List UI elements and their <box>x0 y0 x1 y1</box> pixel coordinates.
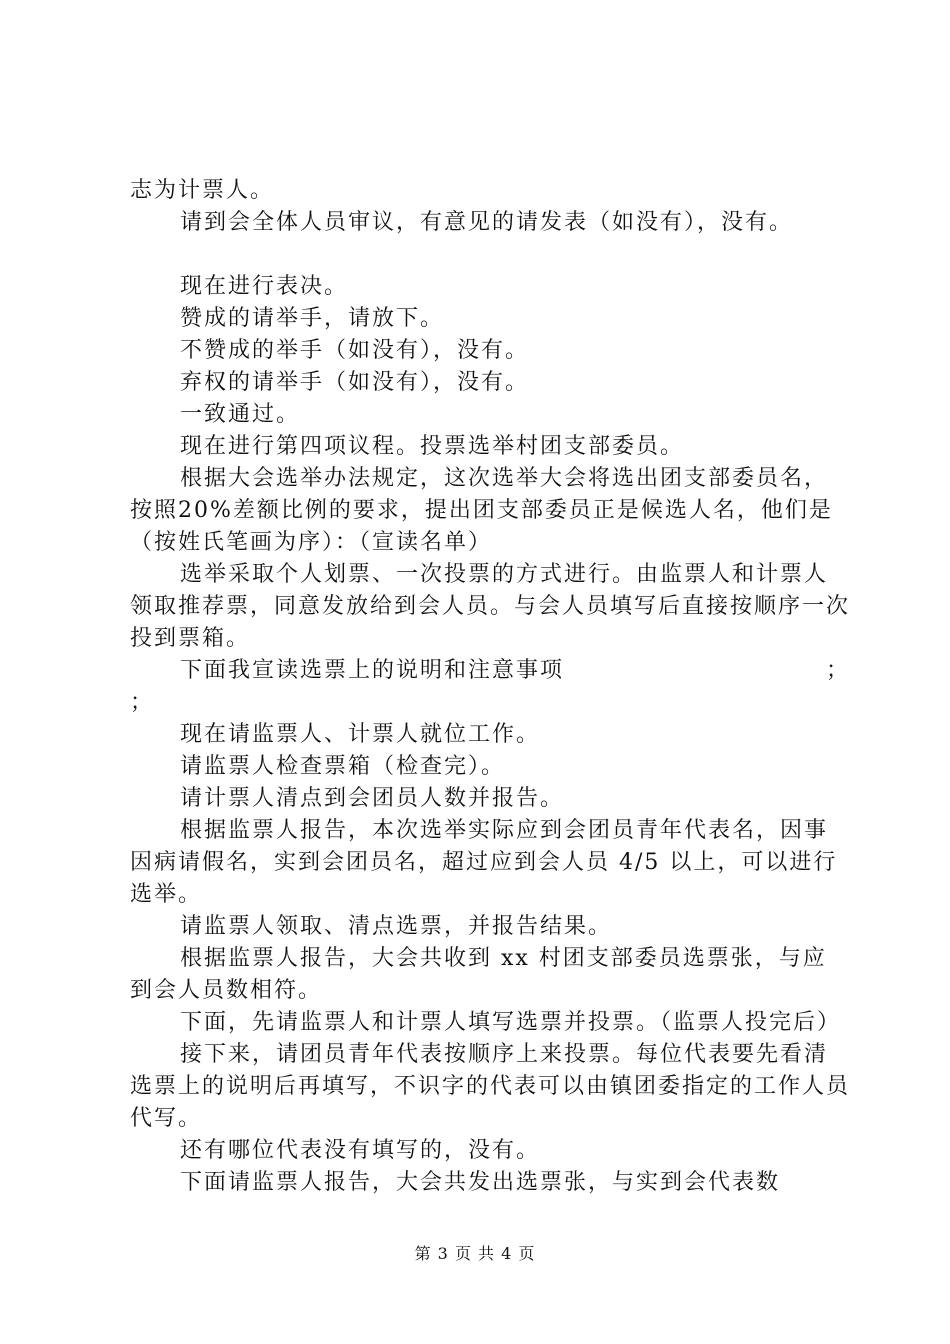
page-number-footer: 第 3 页 共 4 页 <box>414 1244 536 1263</box>
paragraph: 根据监票人报告，大会共收到 xx 村团支部委员选票张，与应到会人员数相符。 <box>130 946 827 1003</box>
paragraph: 下面我宣读选票上的说明和注意事项 <box>180 658 565 683</box>
paragraph: 弃权的请举手（如没有），没有。 <box>180 370 530 395</box>
paragraph: 请到会全体人员审议，有意见的请发表（如没有），没有。 <box>180 210 794 235</box>
paragraph: 请监票人领取、清点选票，并报告结果。 <box>180 914 613 939</box>
paragraph: 根据监票人报告，本次选举实际应到会团员青年代表名，因事因病请假名，实到会团员名，超过应到会人员 4/5 以上，可以进行选举。 <box>130 818 838 907</box>
paragraph: 请监票人检查票箱（检查完）。 <box>180 754 506 779</box>
paragraph: 赞成的请举手，请放下。 <box>180 306 445 331</box>
paragraph: 选举采取个人划票、一次投票的方式进行。由监票人和计票人领取推荐票，同意发放给到会人员。与会人员填写后直接按顺序一次投到票箱。 <box>130 562 851 651</box>
paragraph: ； <box>130 690 155 715</box>
paragraph: 下面请监票人报告，大会共发出选票张，与实到会代表数 <box>180 1170 781 1195</box>
paragraph: 根据大会选举办法规定，这次选举大会将选出团支部委员名，按照20%差额比例的要求，提出团支部委员正是候选人名，他们是（按姓氏笔画为序）：（宣读名单） <box>130 466 833 555</box>
paragraph: 接下来，请团员青年代表按顺序上来投票。每位代表要先看清选票上的说明后再填写，不识字的代表可以由镇团委指定的工作人员代写。 <box>130 1042 851 1131</box>
document-body <box>130 175 850 1199</box>
notice-line <box>130 655 850 687</box>
paragraph: 还有哪位代表没有填写的，没有。 <box>180 1138 541 1163</box>
paragraph: 志为计票人。 <box>130 178 275 203</box>
paragraph: 下面，先请监票人和计票人填写选票并投票。（监票人投完后） <box>180 1010 842 1035</box>
blank-line <box>130 239 850 271</box>
paragraph: 现在进行第四项议程。投票选举村团支部委员。 <box>180 434 685 459</box>
paragraph: 不赞成的举手（如没有），没有。 <box>180 338 530 363</box>
paragraph: 请计票人清点到会团员人数并报告。 <box>180 786 565 811</box>
paragraph: 现在进行表决。 <box>180 274 349 299</box>
semicolon-mark: ； <box>825 658 850 683</box>
paragraph: 现在请监票人、计票人就位工作。 <box>180 722 541 747</box>
paragraph: 一致通过。 <box>180 402 301 427</box>
